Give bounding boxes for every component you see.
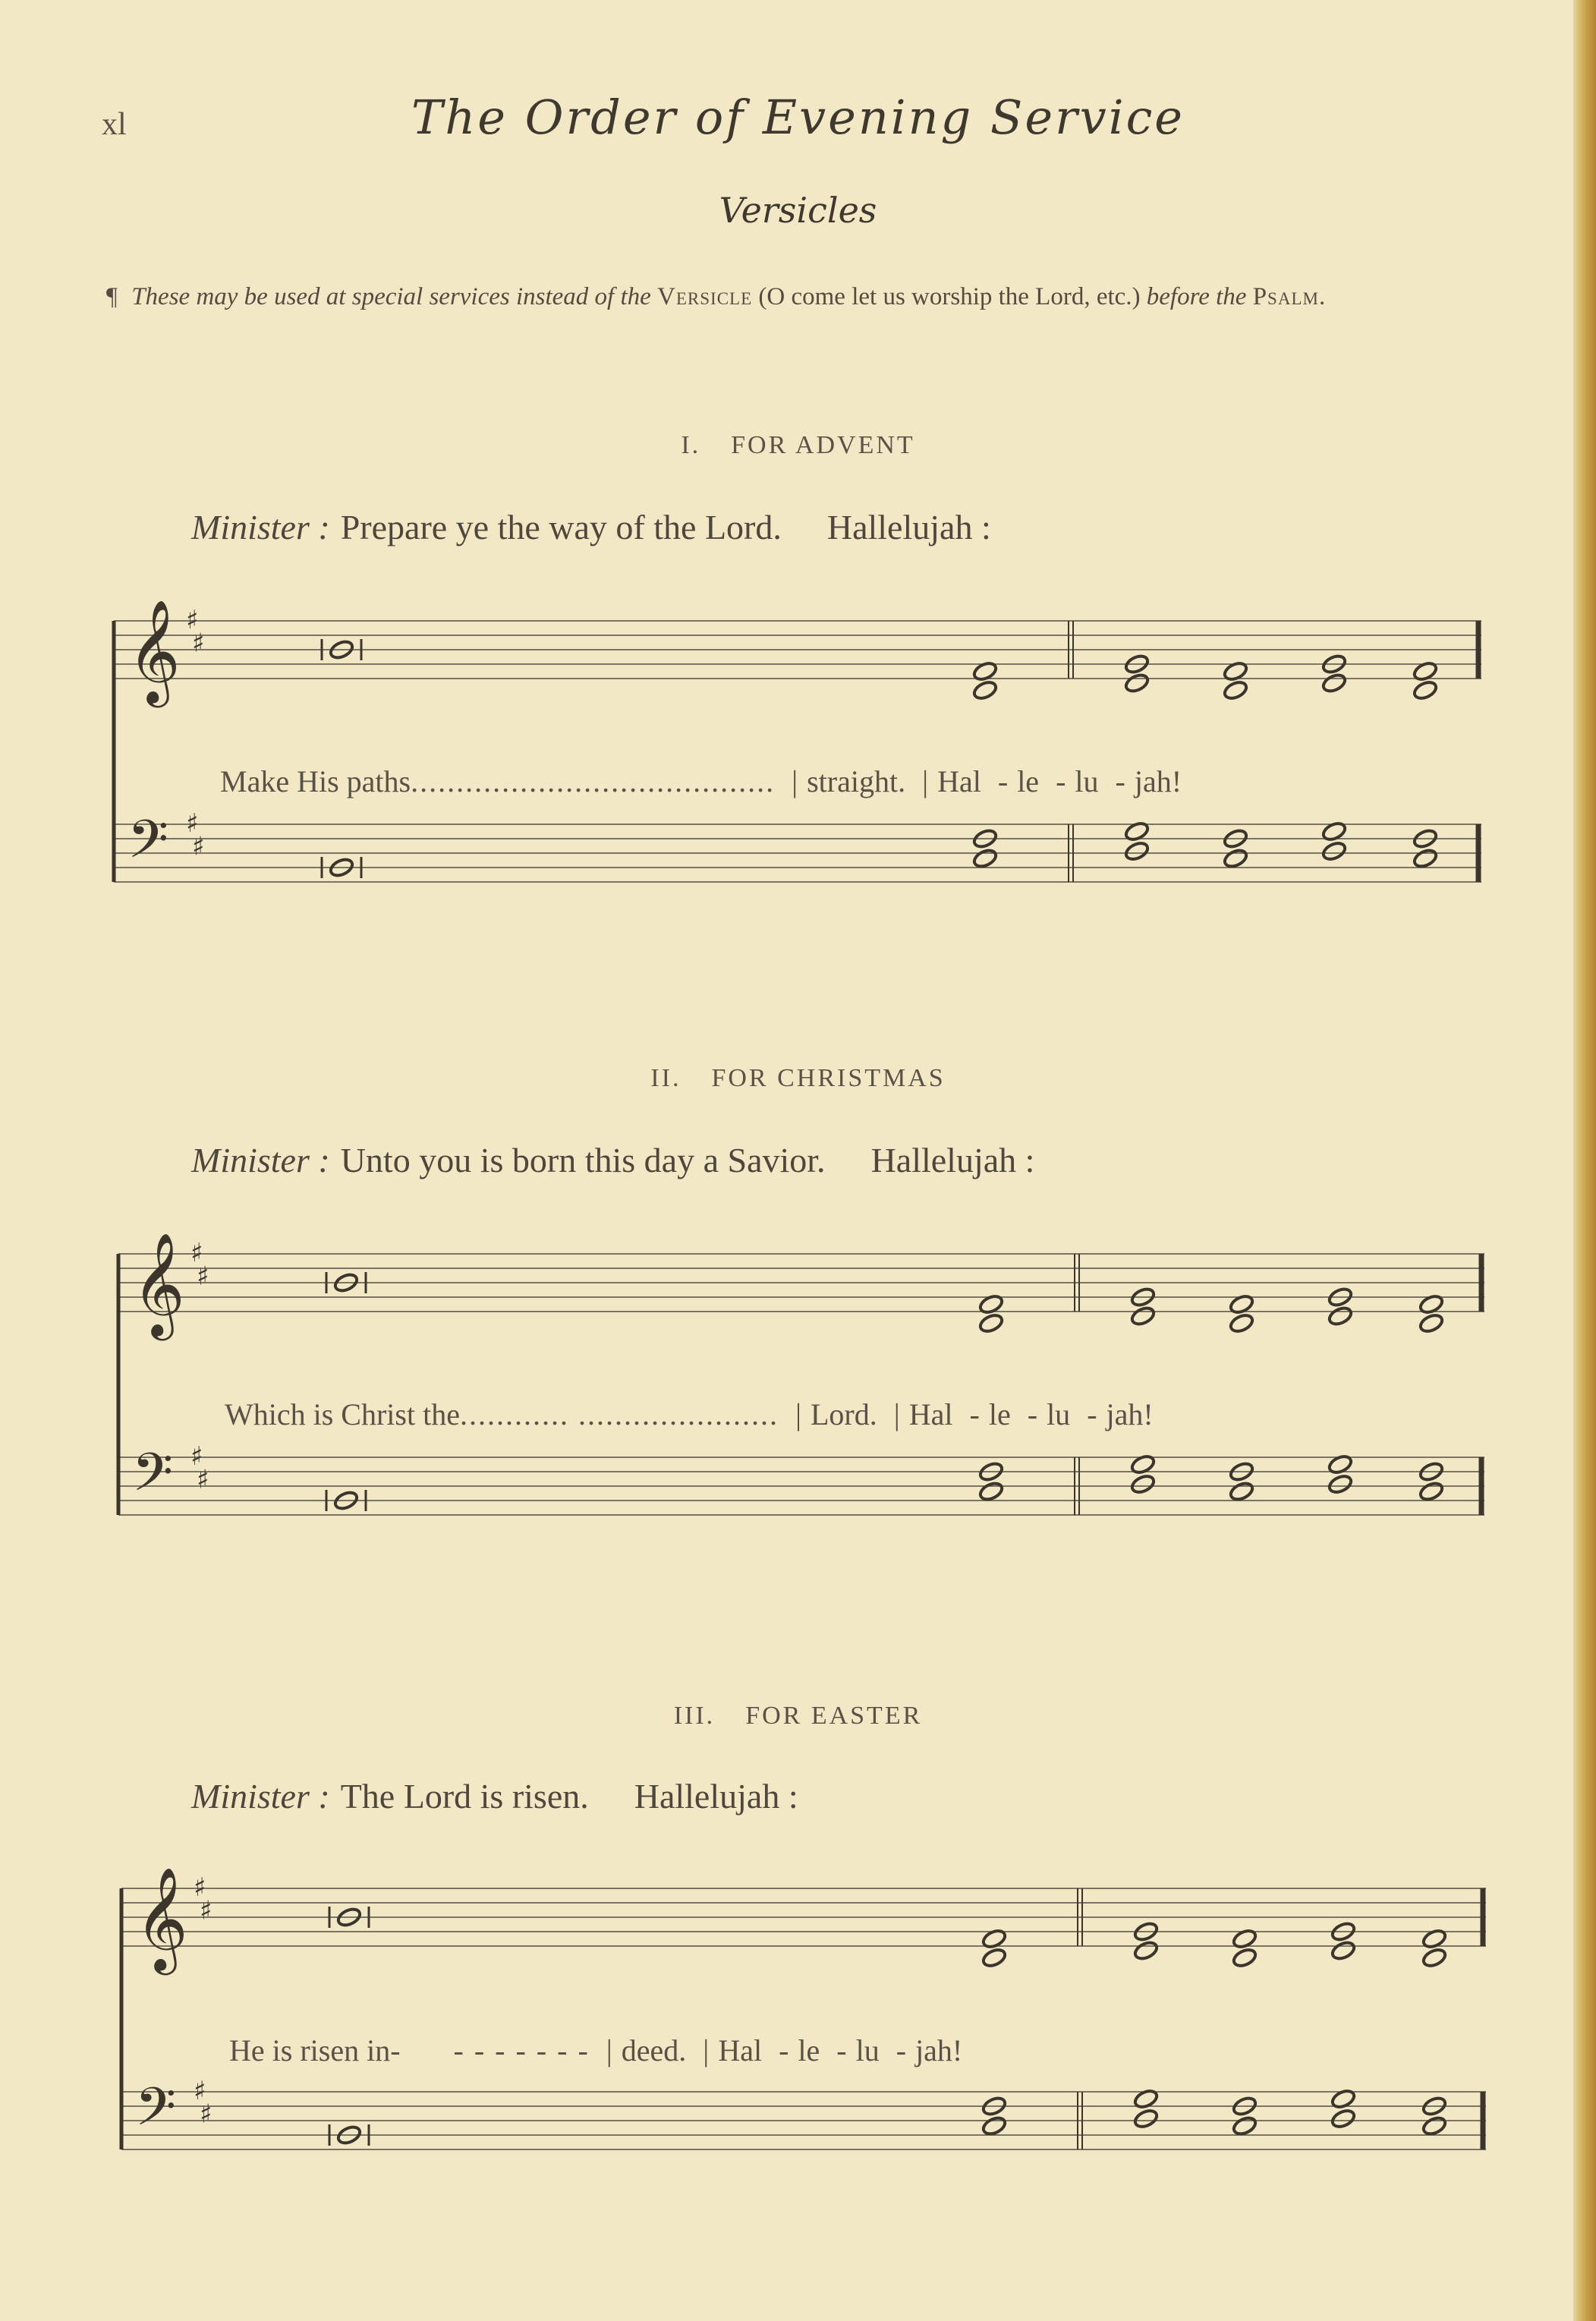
- half-note-icon: [1130, 1305, 1157, 1327]
- lyric-word: deed.: [621, 2033, 687, 2067]
- section-number: II.: [650, 1064, 682, 1092]
- half-note-icon: [1232, 2115, 1258, 2137]
- treble-clef-icon: 𝄞: [127, 597, 181, 703]
- lyric-word: straight.: [807, 764, 906, 798]
- half-note-icon: [972, 848, 999, 870]
- lu-syllable: lu: [1047, 1397, 1071, 1431]
- hal-syllable: Hal: [908, 1397, 953, 1431]
- treble-clef-icon: 𝄞: [132, 1230, 185, 1336]
- half-note-icon: [1223, 848, 1249, 870]
- minister-text: Unto you is born this day a Savior.: [340, 1141, 826, 1179]
- lu-syllable: lu: [1075, 764, 1099, 798]
- sharp-icon: ♯: [186, 808, 199, 839]
- half-note-icon: [978, 1481, 1005, 1503]
- sharp-icon: ♯: [190, 1441, 203, 1472]
- half-note-icon: [1232, 1947, 1258, 1969]
- rubric-italic-1: These may be used at special services instead of the: [131, 283, 651, 310]
- lyric-word: Lord.: [810, 1397, 877, 1431]
- half-note-icon: [1130, 1473, 1157, 1495]
- jah-syllable: jah!: [1134, 764, 1182, 798]
- lyric-line-easter: He is risen in- - - - - - - - | deed. | Hal - le - lu - jah!: [229, 2033, 963, 2067]
- half-note-icon: [1327, 1473, 1354, 1495]
- half-note-icon: [1229, 1312, 1255, 1334]
- minister-response: Hallelujah :: [870, 1141, 1035, 1179]
- sharp-icon: ♯: [190, 1238, 203, 1268]
- rubric-versicle: Versicle: [657, 283, 753, 310]
- half-note-icon: [1330, 2108, 1357, 2130]
- half-note-icon: [1421, 2115, 1448, 2137]
- half-note-icon: [972, 679, 999, 701]
- half-note-icon: [1418, 1312, 1445, 1334]
- pilcrow-icon: ¶: [106, 283, 118, 310]
- half-note-icon: [1124, 672, 1151, 694]
- chant-system-3: [121, 1866, 1486, 2150]
- half-note-icon: [1412, 848, 1439, 870]
- lyric-line-christmas: Which is Christ the............ ...................... | Lord. | Hal - le - lu - jah!: [225, 1397, 1154, 1431]
- running-title: The Order of Evening Service: [411, 90, 1185, 145]
- sharp-icon: ♯: [192, 831, 205, 862]
- chant-system-2: [118, 1231, 1484, 1516]
- rubric-plain: (O come let us worship the Lord, etc.): [758, 283, 1141, 310]
- jah-syllable: jah!: [1106, 1397, 1154, 1431]
- section-title: FOR EASTER: [745, 1702, 923, 1730]
- half-note-icon: [981, 2115, 1008, 2137]
- le-syllable: le: [1017, 764, 1040, 798]
- minister-label: Minister :: [191, 1141, 330, 1179]
- half-note-icon: [1412, 679, 1439, 701]
- minister-response: Hallelujah :: [634, 1777, 798, 1816]
- half-note-icon: [1327, 1305, 1354, 1327]
- lyric-text: Which is Christ the: [225, 1397, 460, 1431]
- half-note-icon: [1133, 1940, 1160, 1962]
- rubric-italic-2: before the: [1146, 283, 1247, 310]
- section-title: FOR CHRISTMAS: [711, 1064, 946, 1092]
- half-note-icon: [1421, 1947, 1448, 1969]
- half-note-icon: [1330, 1940, 1357, 1962]
- section-number: III.: [673, 1702, 716, 1730]
- chant-system-1: [114, 598, 1481, 883]
- sharp-icon: ♯: [197, 1261, 209, 1292]
- hal-syllable: Hal: [937, 764, 981, 798]
- jah-syllable: jah!: [915, 2033, 963, 2067]
- half-note-icon: [1229, 1481, 1255, 1503]
- page-number: xl: [102, 107, 127, 142]
- lyric-line-advent: Make His paths........................................ | straight. | Hal - le - lu - jah!: [220, 764, 1182, 798]
- treble-clef-icon: 𝄞: [135, 1865, 188, 1970]
- half-note-icon: [1321, 672, 1348, 694]
- le-syllable: le: [798, 2033, 820, 2067]
- le-syllable: le: [988, 1397, 1011, 1431]
- bass-clef-icon: 𝄢: [127, 808, 169, 883]
- half-note-icon: [1223, 679, 1249, 701]
- sharp-icon: ♯: [194, 1872, 206, 1903]
- sharp-icon: ♯: [194, 2076, 206, 2106]
- sharp-icon: ♯: [197, 1464, 209, 1495]
- sharp-icon: ♯: [192, 628, 205, 659]
- lyric-dots: ............ ......................: [459, 1397, 779, 1431]
- lyric-dots: ........................................: [411, 764, 776, 798]
- half-note-icon: [1321, 840, 1348, 862]
- sharp-icon: ♯: [200, 1895, 212, 1926]
- minister-label: Minister :: [191, 1777, 330, 1816]
- section-title: FOR ADVENT: [731, 431, 915, 459]
- lyric-dots: - - - - - - -: [453, 2033, 590, 2067]
- half-note-icon: [1133, 2108, 1160, 2130]
- bass-clef-icon: 𝄢: [135, 2076, 177, 2150]
- half-note-icon: [1418, 1481, 1445, 1503]
- minister-response: Hallelujah :: [826, 508, 991, 546]
- lyric-text: Make His paths: [220, 764, 411, 798]
- hal-syllable: Hal: [718, 2033, 763, 2067]
- lu-syllable: lu: [855, 2033, 880, 2067]
- minister-text: Prepare ye the way of the Lord.: [340, 508, 782, 546]
- lyric-text: He is risen in-: [229, 2033, 401, 2067]
- minister-label: Minister :: [191, 508, 330, 546]
- rubric-psalm: Psalm.: [1252, 283, 1327, 310]
- half-note-icon: [978, 1312, 1005, 1334]
- half-note-icon: [1124, 840, 1151, 862]
- section-heading: Versicles: [719, 190, 877, 231]
- half-note-icon: [981, 1947, 1008, 1969]
- section-number: I.: [681, 431, 701, 459]
- sharp-icon: ♯: [186, 605, 199, 635]
- bass-clef-icon: 𝄢: [132, 1441, 174, 1516]
- sharp-icon: ♯: [200, 2099, 212, 2130]
- minister-text: The Lord is risen.: [340, 1777, 589, 1816]
